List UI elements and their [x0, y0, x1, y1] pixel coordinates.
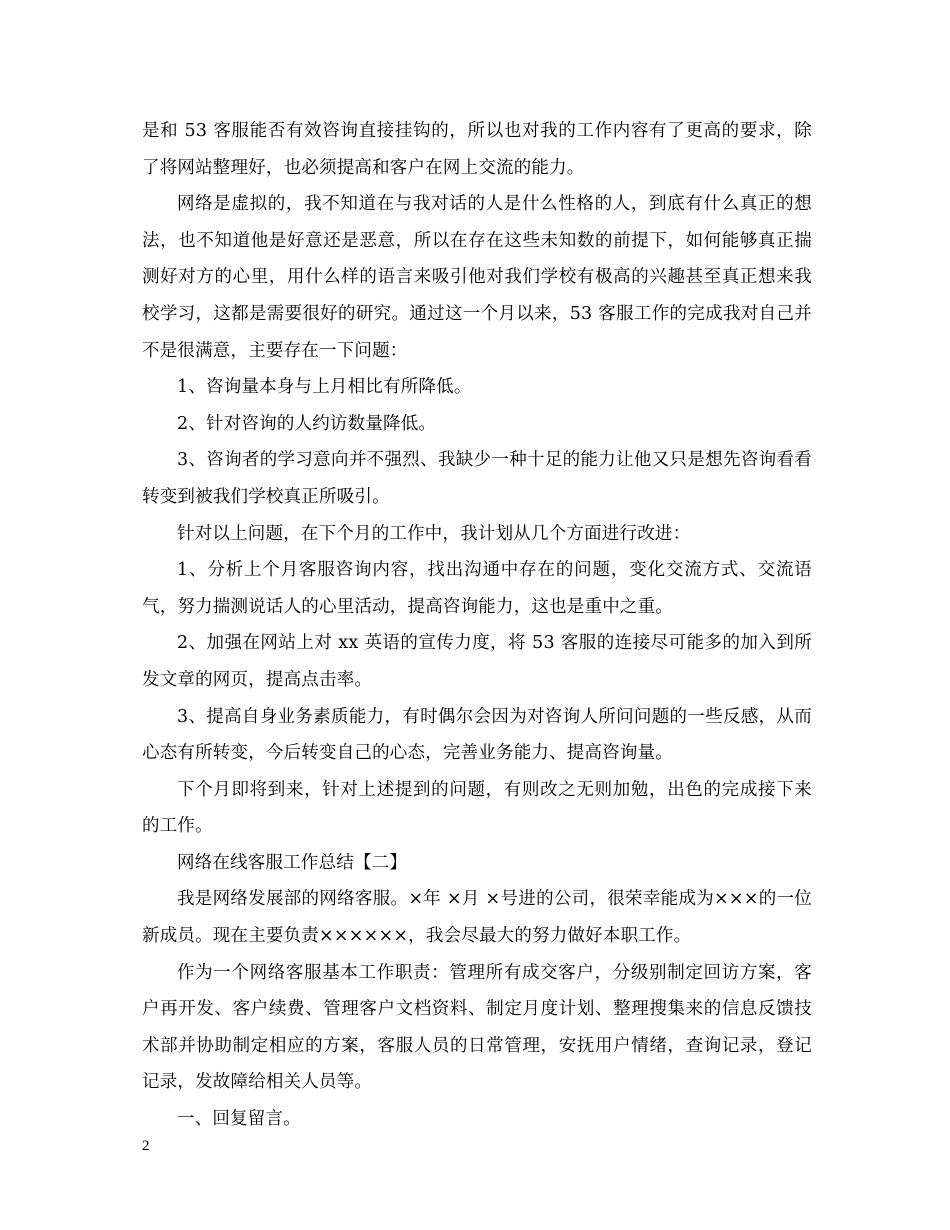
- section-heading: 网络在线客服工作总结【二】: [177, 852, 408, 873]
- paragraph: 我是网络发展部的网络客服。×年 ×月 ×号进的公司，很荣幸能成为×××的一位新成员。现在主要负责××××××，我会尽最大的努力做好本职工作。: [142, 889, 812, 947]
- list-item: 3、咨询者的学习意向并不强烈、我缺少一种十足的能力让他又只是想先咨询看看转变到被我们学校真正所吸引。: [142, 450, 812, 507]
- subsection-heading: 一、回复留言。: [177, 1109, 301, 1130]
- paragraph: 针对以上问题，在下个月的工作中，我计划从几个方面进行改进：: [177, 523, 691, 544]
- page-number: 2: [142, 1138, 150, 1154]
- paragraph: 下个月即将到来，针对上述提到的问题，有则改之无则加勉，出色的完成接下来的工作。: [142, 779, 812, 837]
- list-item: 3、提高自身业务素质能力，有时偶尔会因为对咨询人所问问题的一些反感，从而心态有所转变，今后转变自己的心态，完善业务能力、提高咨询量。: [142, 706, 812, 764]
- paragraph: 作为一个网络客服基本工作职责：管理所有成交客户，分级别制定回访方案，客户再开发、客户续费、管理客户文档资料、制定月度计划、整理搜集来的信息反馈技术部并协助制定相应的方案，客服人员的日常管理，安抚用户情绪，查询记录，登记记录，发故障给相关人员等。: [142, 962, 812, 1093]
- paragraph: 网络是虚拟的，我不知道在与我对话的人是什么性格的人，到底有什么真正的想法，也不知道他是好意还是恶意，所以在存在这些未知数的前提下，如何能够真正揣测好对方的心里，用什么样的语言来吸引他对我们学校有极高的兴趣甚至真正想来我校学习，这都是需要很好的研究。通过这一个月以来，53 客服工作的完成我对自己并不是很满意，主要存在一下问题：: [142, 194, 812, 361]
- paragraph: 是和 53 客服能否有效咨询直接挂钩的，所以也对我的工作内容有了更高的要求，除了将网站整理好，也必须提高和客户在网上交流的能力。: [142, 121, 812, 178]
- list-item: 2、加强在网站上对 xx 英语的宣传力度，将 53 客服的连接尽可能多的加入到所发文章的网页，提高点击率。: [142, 633, 812, 690]
- list-item: 1、咨询量本身与上月相比有所降低。: [177, 377, 472, 398]
- document-body: [142, 113, 812, 1138]
- list-item: 2、针对咨询的人约访数量降低。: [177, 413, 437, 434]
- list-item: 1、分析上个月客服咨询内容，找出沟通中存在的问题，变化交流方式、交流语气，努力揣测说话人的心里活动，提高咨询能力，这也是重中之重。: [142, 560, 812, 617]
